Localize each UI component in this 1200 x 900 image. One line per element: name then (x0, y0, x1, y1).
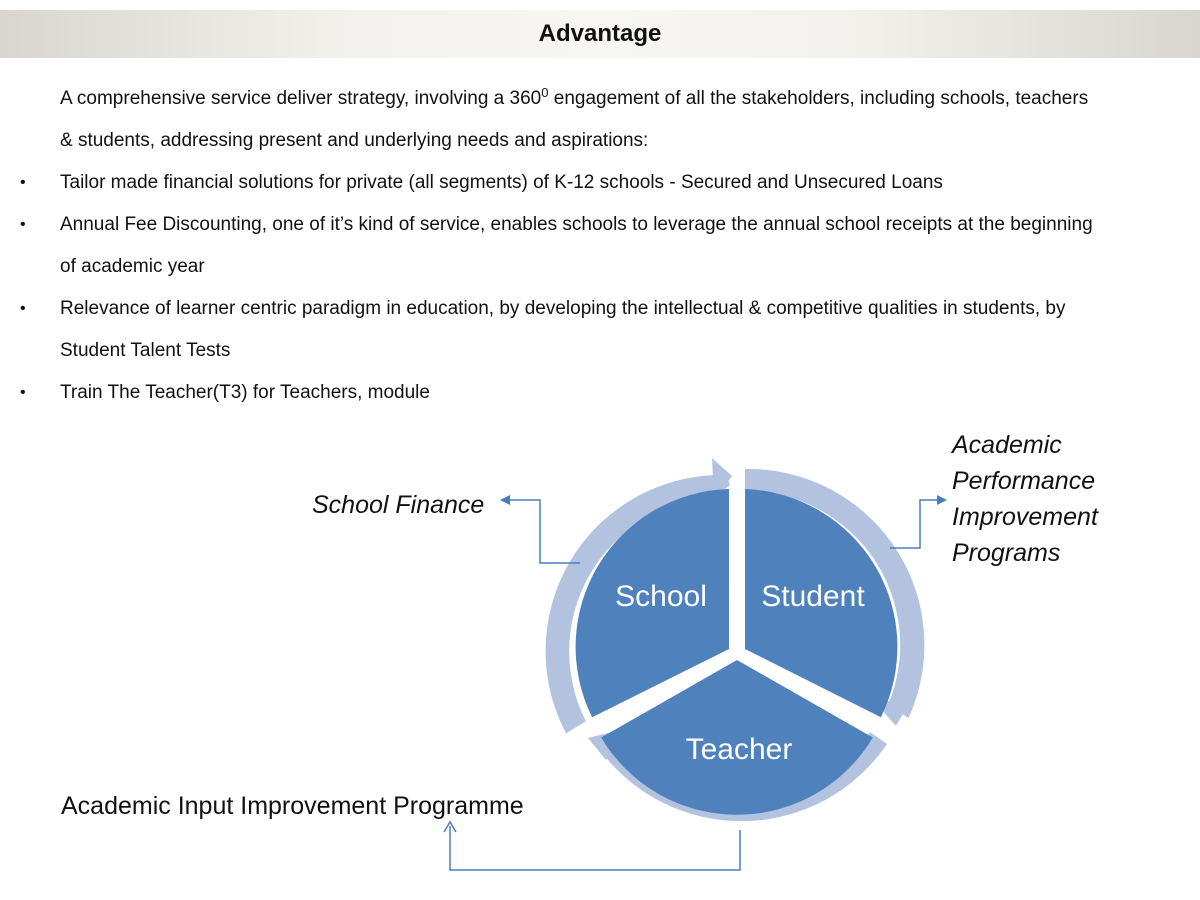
label-line: Performance (952, 467, 1096, 495)
segment-label-school: School (615, 580, 707, 613)
bullet-glyph: • (20, 300, 26, 317)
degree-superscript: 0 (541, 85, 549, 100)
label-academic-input: Academic Input Improvement Programme (61, 792, 524, 820)
bullet-glyph: • (20, 384, 26, 401)
label-school-finance: School Finance (312, 491, 485, 519)
bullet-glyph: • (20, 216, 26, 233)
intro-text-start: A comprehensive service deliver strategy, involving a 360 (60, 88, 542, 109)
connector-school-finance (508, 500, 580, 563)
segment-label-teacher: Teacher (685, 733, 793, 766)
bullet-glyph: • (20, 174, 26, 191)
bullet-text: Train The Teacher(T3) for Teachers, module (60, 382, 430, 403)
label-line: Academic (952, 431, 1062, 459)
label-academic-performance (952, 427, 1098, 571)
page-title: Advantage (538, 20, 662, 47)
connector-academic-performance (890, 500, 940, 548)
bullet-text: Annual Fee Discounting, one of it’s kind of service, enables schools to leverage the annual school receipts at the beginning of academic year (60, 214, 1093, 277)
label-line: Programs (952, 539, 1061, 567)
arrow-head-academic-performance (937, 495, 947, 505)
bullet-text: Relevance of learner centric paradigm in education, by developing the intellectual & competitive qualities in students, by Student Talent Tests (60, 298, 1066, 361)
bullet-text: Tailor made financial solutions for private (all segments) of K-12 schools - Secured and Unsecured Loans (60, 172, 943, 193)
segment-label-student: Student (761, 580, 865, 613)
arrow-head-school-finance (500, 495, 510, 505)
label-line: Improvement (952, 503, 1098, 531)
connector-academic-input (450, 826, 740, 870)
intro-text-end: engagement of all the stakeholders, including schools, teachers & students, addressing present and underlying needs and aspirations: (60, 88, 1089, 151)
